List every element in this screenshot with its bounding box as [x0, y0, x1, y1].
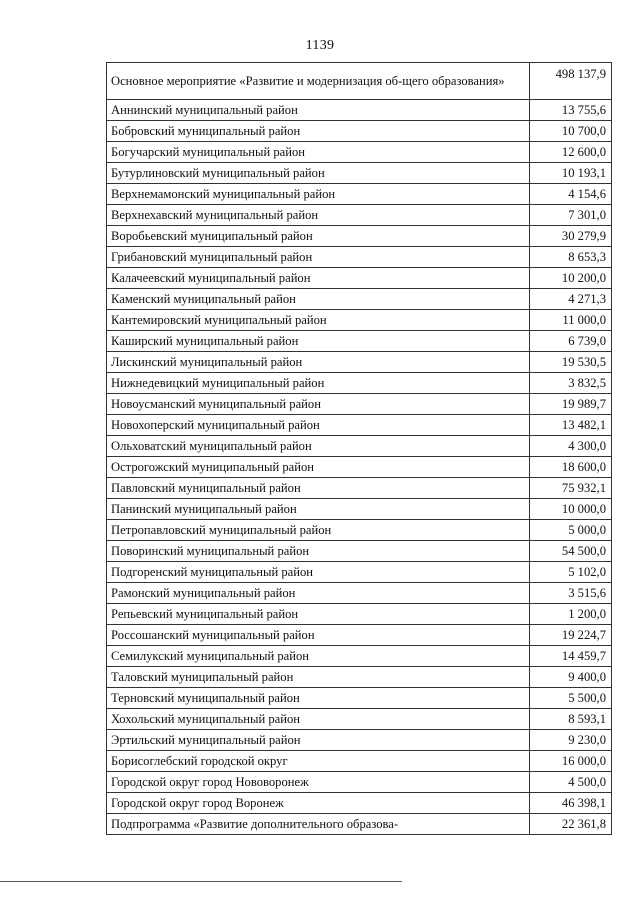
row-value-cell: 14 459,7	[530, 646, 612, 667]
row-name-cell: Бобровский муниципальный район	[107, 121, 530, 142]
row-name-cell: Калачеевский муниципальный район	[107, 268, 530, 289]
row-value-cell: 498 137,9	[530, 63, 612, 100]
row-value-cell: 19 530,5	[530, 352, 612, 373]
budget-allocation-table	[106, 62, 612, 835]
page-number: 1139	[305, 38, 335, 53]
table-row	[107, 331, 612, 352]
row-value-cell: 8 653,3	[530, 247, 612, 268]
row-name-cell: Поворинский муниципальный район	[107, 541, 530, 562]
row-name-cell: Подгоренский муниципальный район	[107, 562, 530, 583]
row-name-cell: Эртильский муниципальный район	[107, 730, 530, 751]
row-value-cell: 11 000,0	[530, 310, 612, 331]
row-name-cell: Грибановский муниципальный район	[107, 247, 530, 268]
table-row	[107, 394, 612, 415]
row-value-cell: 5 102,0	[530, 562, 612, 583]
row-name-cell: Борисоглебский городской округ	[107, 751, 530, 772]
row-name-cell: Верхнемамонский муниципальный район	[107, 184, 530, 205]
row-name-cell: Городской округ город Воронеж	[107, 793, 530, 814]
table-row	[107, 625, 612, 646]
row-name-cell: Острогожский муниципальный район	[107, 457, 530, 478]
table-row	[107, 562, 612, 583]
row-name-cell: Новоусманский муниципальный район	[107, 394, 530, 415]
table-row	[107, 142, 612, 163]
row-value-cell: 19 989,7	[530, 394, 612, 415]
row-value-cell: 7 301,0	[530, 205, 612, 226]
table-row	[107, 751, 612, 772]
row-value-cell: 10 193,1	[530, 163, 612, 184]
row-name-cell: Верхнехавский муниципальный район	[107, 205, 530, 226]
row-name-cell: Аннинский муниципальный район	[107, 100, 530, 121]
row-name-cell: Репьевский муниципальный район	[107, 604, 530, 625]
row-name-cell: Кантемировский муниципальный район	[107, 310, 530, 331]
table-row	[107, 415, 612, 436]
row-value-cell: 8 593,1	[530, 709, 612, 730]
row-value-cell: 3 515,6	[530, 583, 612, 604]
row-value-cell: 75 932,1	[530, 478, 612, 499]
row-value-cell: 16 000,0	[530, 751, 612, 772]
table-row	[107, 373, 612, 394]
table-row	[107, 478, 612, 499]
row-name-cell: Основное мероприятие «Развитие и модернизация об-щего образования»	[107, 63, 530, 100]
row-name-cell: Лискинский муниципальный район	[107, 352, 530, 373]
table-row	[107, 814, 612, 835]
row-name-cell: Каширский муниципальный район	[107, 331, 530, 352]
table-row	[107, 499, 612, 520]
row-value-cell: 4 300,0	[530, 436, 612, 457]
table-row	[107, 268, 612, 289]
row-value-cell: 5 000,0	[530, 520, 612, 541]
row-name-cell: Рамонский муниципальный район	[107, 583, 530, 604]
row-name-cell: Богучарский муниципальный район	[107, 142, 530, 163]
row-name-cell: Хохольский муниципальный район	[107, 709, 530, 730]
row-value-cell: 30 279,9	[530, 226, 612, 247]
row-name-cell: Терновский муниципальный район	[107, 688, 530, 709]
row-value-cell: 54 500,0	[530, 541, 612, 562]
table-row	[107, 163, 612, 184]
table-row	[107, 457, 612, 478]
table-row	[107, 772, 612, 793]
row-name-cell: Россошанский муниципальный район	[107, 625, 530, 646]
row-value-cell: 10 000,0	[530, 499, 612, 520]
table-row	[107, 646, 612, 667]
row-value-cell: 3 832,5	[530, 373, 612, 394]
row-value-cell: 13 755,6	[530, 100, 612, 121]
table-row	[107, 436, 612, 457]
row-value-cell: 12 600,0	[530, 142, 612, 163]
table-row	[107, 709, 612, 730]
row-name-cell: Ольховатский муниципальный район	[107, 436, 530, 457]
row-name-cell: Таловский муниципальный район	[107, 667, 530, 688]
row-name-cell: Подпрограмма «Развитие дополнительного образова-	[107, 814, 530, 835]
row-name-cell: Каменский муниципальный район	[107, 289, 530, 310]
table-row	[107, 289, 612, 310]
row-value-cell: 46 398,1	[530, 793, 612, 814]
row-name-cell: Павловский муниципальный район	[107, 478, 530, 499]
table-row	[107, 121, 612, 142]
table-row	[107, 583, 612, 604]
row-name-cell: Петропавловский муниципальный район	[107, 520, 530, 541]
row-value-cell: 5 500,0	[530, 688, 612, 709]
row-name-cell: Нижнедевицкий муниципальный район	[107, 373, 530, 394]
table-body	[107, 63, 612, 835]
table-row	[107, 730, 612, 751]
table-row	[107, 184, 612, 205]
table-row	[107, 667, 612, 688]
table-row	[107, 793, 612, 814]
row-name-cell: Бутурлиновский муниципальный район	[107, 163, 530, 184]
footer-rule	[0, 881, 402, 882]
table-row	[107, 63, 612, 100]
row-value-cell: 19 224,7	[530, 625, 612, 646]
table-row	[107, 688, 612, 709]
row-value-cell: 4 271,3	[530, 289, 612, 310]
row-name-cell: Городской округ город Нововоронеж	[107, 772, 530, 793]
table-row	[107, 310, 612, 331]
row-name-cell: Новохоперский муниципальный район	[107, 415, 530, 436]
row-name-cell: Семилукский муниципальный район	[107, 646, 530, 667]
row-value-cell: 18 600,0	[530, 457, 612, 478]
row-name-cell: Воробьевский муниципальный район	[107, 226, 530, 247]
table-row	[107, 205, 612, 226]
row-value-cell: 6 739,0	[530, 331, 612, 352]
table-row	[107, 352, 612, 373]
table-row	[107, 541, 612, 562]
table-row	[107, 247, 612, 268]
row-value-cell: 10 200,0	[530, 268, 612, 289]
row-name-cell: Панинский муниципальный район	[107, 499, 530, 520]
row-value-cell: 22 361,8	[530, 814, 612, 835]
row-value-cell: 10 700,0	[530, 121, 612, 142]
table-row	[107, 226, 612, 247]
table-row	[107, 604, 612, 625]
row-value-cell: 9 400,0	[530, 667, 612, 688]
table-row	[107, 520, 612, 541]
row-value-cell: 13 482,1	[530, 415, 612, 436]
table-row	[107, 100, 612, 121]
row-value-cell: 4 154,6	[530, 184, 612, 205]
row-value-cell: 9 230,0	[530, 730, 612, 751]
row-value-cell: 4 500,0	[530, 772, 612, 793]
row-value-cell: 1 200,0	[530, 604, 612, 625]
